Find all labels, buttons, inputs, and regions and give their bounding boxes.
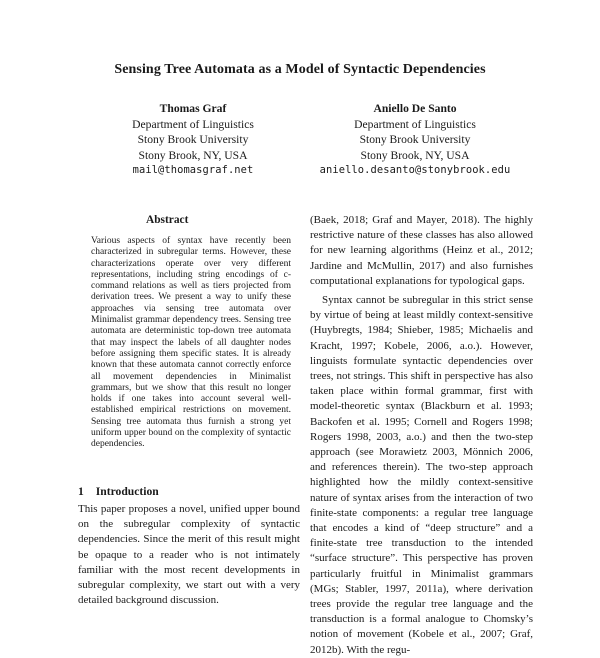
author-email: mail@thomasgraf.net [132,164,254,177]
author-university: Stony Brook University [359,133,471,147]
author-name: Thomas Graf [159,102,227,115]
introduction-body [78,502,300,608]
introduction-paragraph: This paper proposes a novel, unified upper bound on the subregular complexity of syntactic dependencies. Since the merit of this result might be opaque to a reader who is not intimately familiar with the most recent developments in subregular complexity, we start out with a very detailed background discussion. [78,503,300,607]
paper-title: Sensing Tree Automata as a Model of Syntactic Dependencies [114,62,486,77]
right-column [310,213,533,658]
author-block-1 [98,101,288,179]
author-name: Aniello De Santo [373,102,457,115]
section-number: 1 [78,485,84,498]
author-department: Department of Linguistics [132,117,254,131]
author-location: Stony Brook, NY, USA [360,148,470,162]
author-block-2 [295,101,535,179]
right-paragraph-2: Syntax cannot be subregular in this strict sense by virtue of being at least mildly context-sensitive (Huybregts, 1984; Shieber, 1985; Michaelis and Kracht, 1997; Kobele, 2006, a.o.). However, linguists formulate syntactic dependencies over trees, not strings. This shift in perspective has also taken place within formal grammar, first with model-theoretic syntax (Blackburn et al. 1993; Backofen et al. 1995; Cornell and Rogers 1998; Rogers 1998, 2003, a.o.) and then the two-step approach (see Morawietz 2003, Mönnich 2006, and references therein). The two-step approach highlighted how the mildly context-sensitive nature of syntax arises from the interaction of two finite-state components: a regular tree language that encodes a kind of “deep structure” and a finite-state tree transduction to the intended “surface structure”. This perspective has proven particularly fruitful in Minimalist grammars (MGs; Stabler, 1997, 2011a), where derivation trees provide the regular tree language and the transduction is a formal analogue to Chomsky’s notion of movement (Kobele et al., 2007; Graf, 2012b). With the regu- [310,294,533,656]
author-email: aniello.desanto@stonybrook.edu [319,164,511,177]
abstract-heading: Abstract [146,214,189,226]
abstract-text: Various aspects of syntax have recently been characterized in subregular terms. However, these characterizations operate over very different representations, including string encodings of c-command relations as well as tiers projected from derivation trees. We present a way to unify these approaches via sensing tree automata over Minimalist grammar dependency trees. Sensing tree automata are deterministic top-down tree automata that may inspect the labels of all daughter nodes before assigning them specific states. It is already known that these automata cannot correctly enforce all movement dependencies in Minimalist grammars, but we show that this result no longer holds if one takes into account several well-established empirical restrictions on movement. Sensing tree automata thus furnish a strong yet uniform upper bound on the complexity of syntactic dependencies. [91,236,291,450]
abstract-body [91,236,291,451]
section-heading [78,485,159,498]
section-title: Introduction [95,485,159,498]
right-paragraph-1: (Baek, 2018; Graf and Mayer, 2018). The highly restrictive nature of these classes has also allowed for new learning algorithms (Heinz et al., 2012; Jardine and McMullin, 2017) and also furnishes computational explanations for typological gaps. [310,214,533,287]
author-university: Stony Brook University [137,133,249,147]
author-department: Department of Linguistics [354,117,476,131]
author-location: Stony Brook, NY, USA [138,148,248,162]
